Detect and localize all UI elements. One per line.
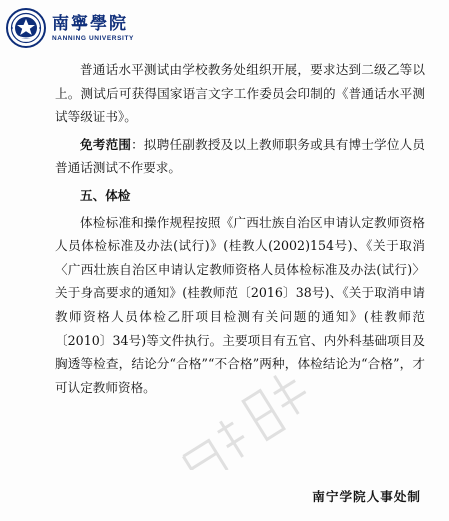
exemption-label: 免考范围 [80,136,132,152]
brand-block [52,14,134,43]
issuer-signature: 南宁学院人事处制 [312,489,421,504]
paragraph-physical-exam: 体检标准和操作规程按照《广西壮族自治区申请认定教师资格人员体检标准及办法(试行)》(桂教人(2002)154号)、《关于取消〈广西壮族自治区申请认定教师资格人员体检标准及办法(试行)〉关于身高要求的通知》(桂教师范〔2016〕38号)、《关于取消申请教师资格人员体检乙肝项目检测有关问题的通知》(桂教师范〔2010〕34号)等文件执行。主要项目有五官、内外科基础项目及胸透等检查，结论分“合格”“不合格”两种，体检结论为“合格”，才可认定教师资格。 [55,214,425,395]
university-seal-icon [6,8,46,48]
document-body [55,58,425,401]
letterhead [6,6,134,50]
exemption-text: ：拟聘任副教授及以上教师职务或具有博士学位人员普通话测试不作要求。 [55,136,426,176]
university-name-en: NANNING UNIVERSITY [52,34,134,42]
paragraph-exemption [55,133,425,180]
paragraph-mandarin-test: 普通话水平测试由学校教务处组织开展，要求达到二级乙等以上。测试后可获得国家语言文字工作委员会印制的《普通话水平测试等级证书》。 [55,62,425,125]
section-heading-physical-exam: 五、体检 [80,187,131,203]
university-name-cn: 南寧學院 [52,13,128,34]
